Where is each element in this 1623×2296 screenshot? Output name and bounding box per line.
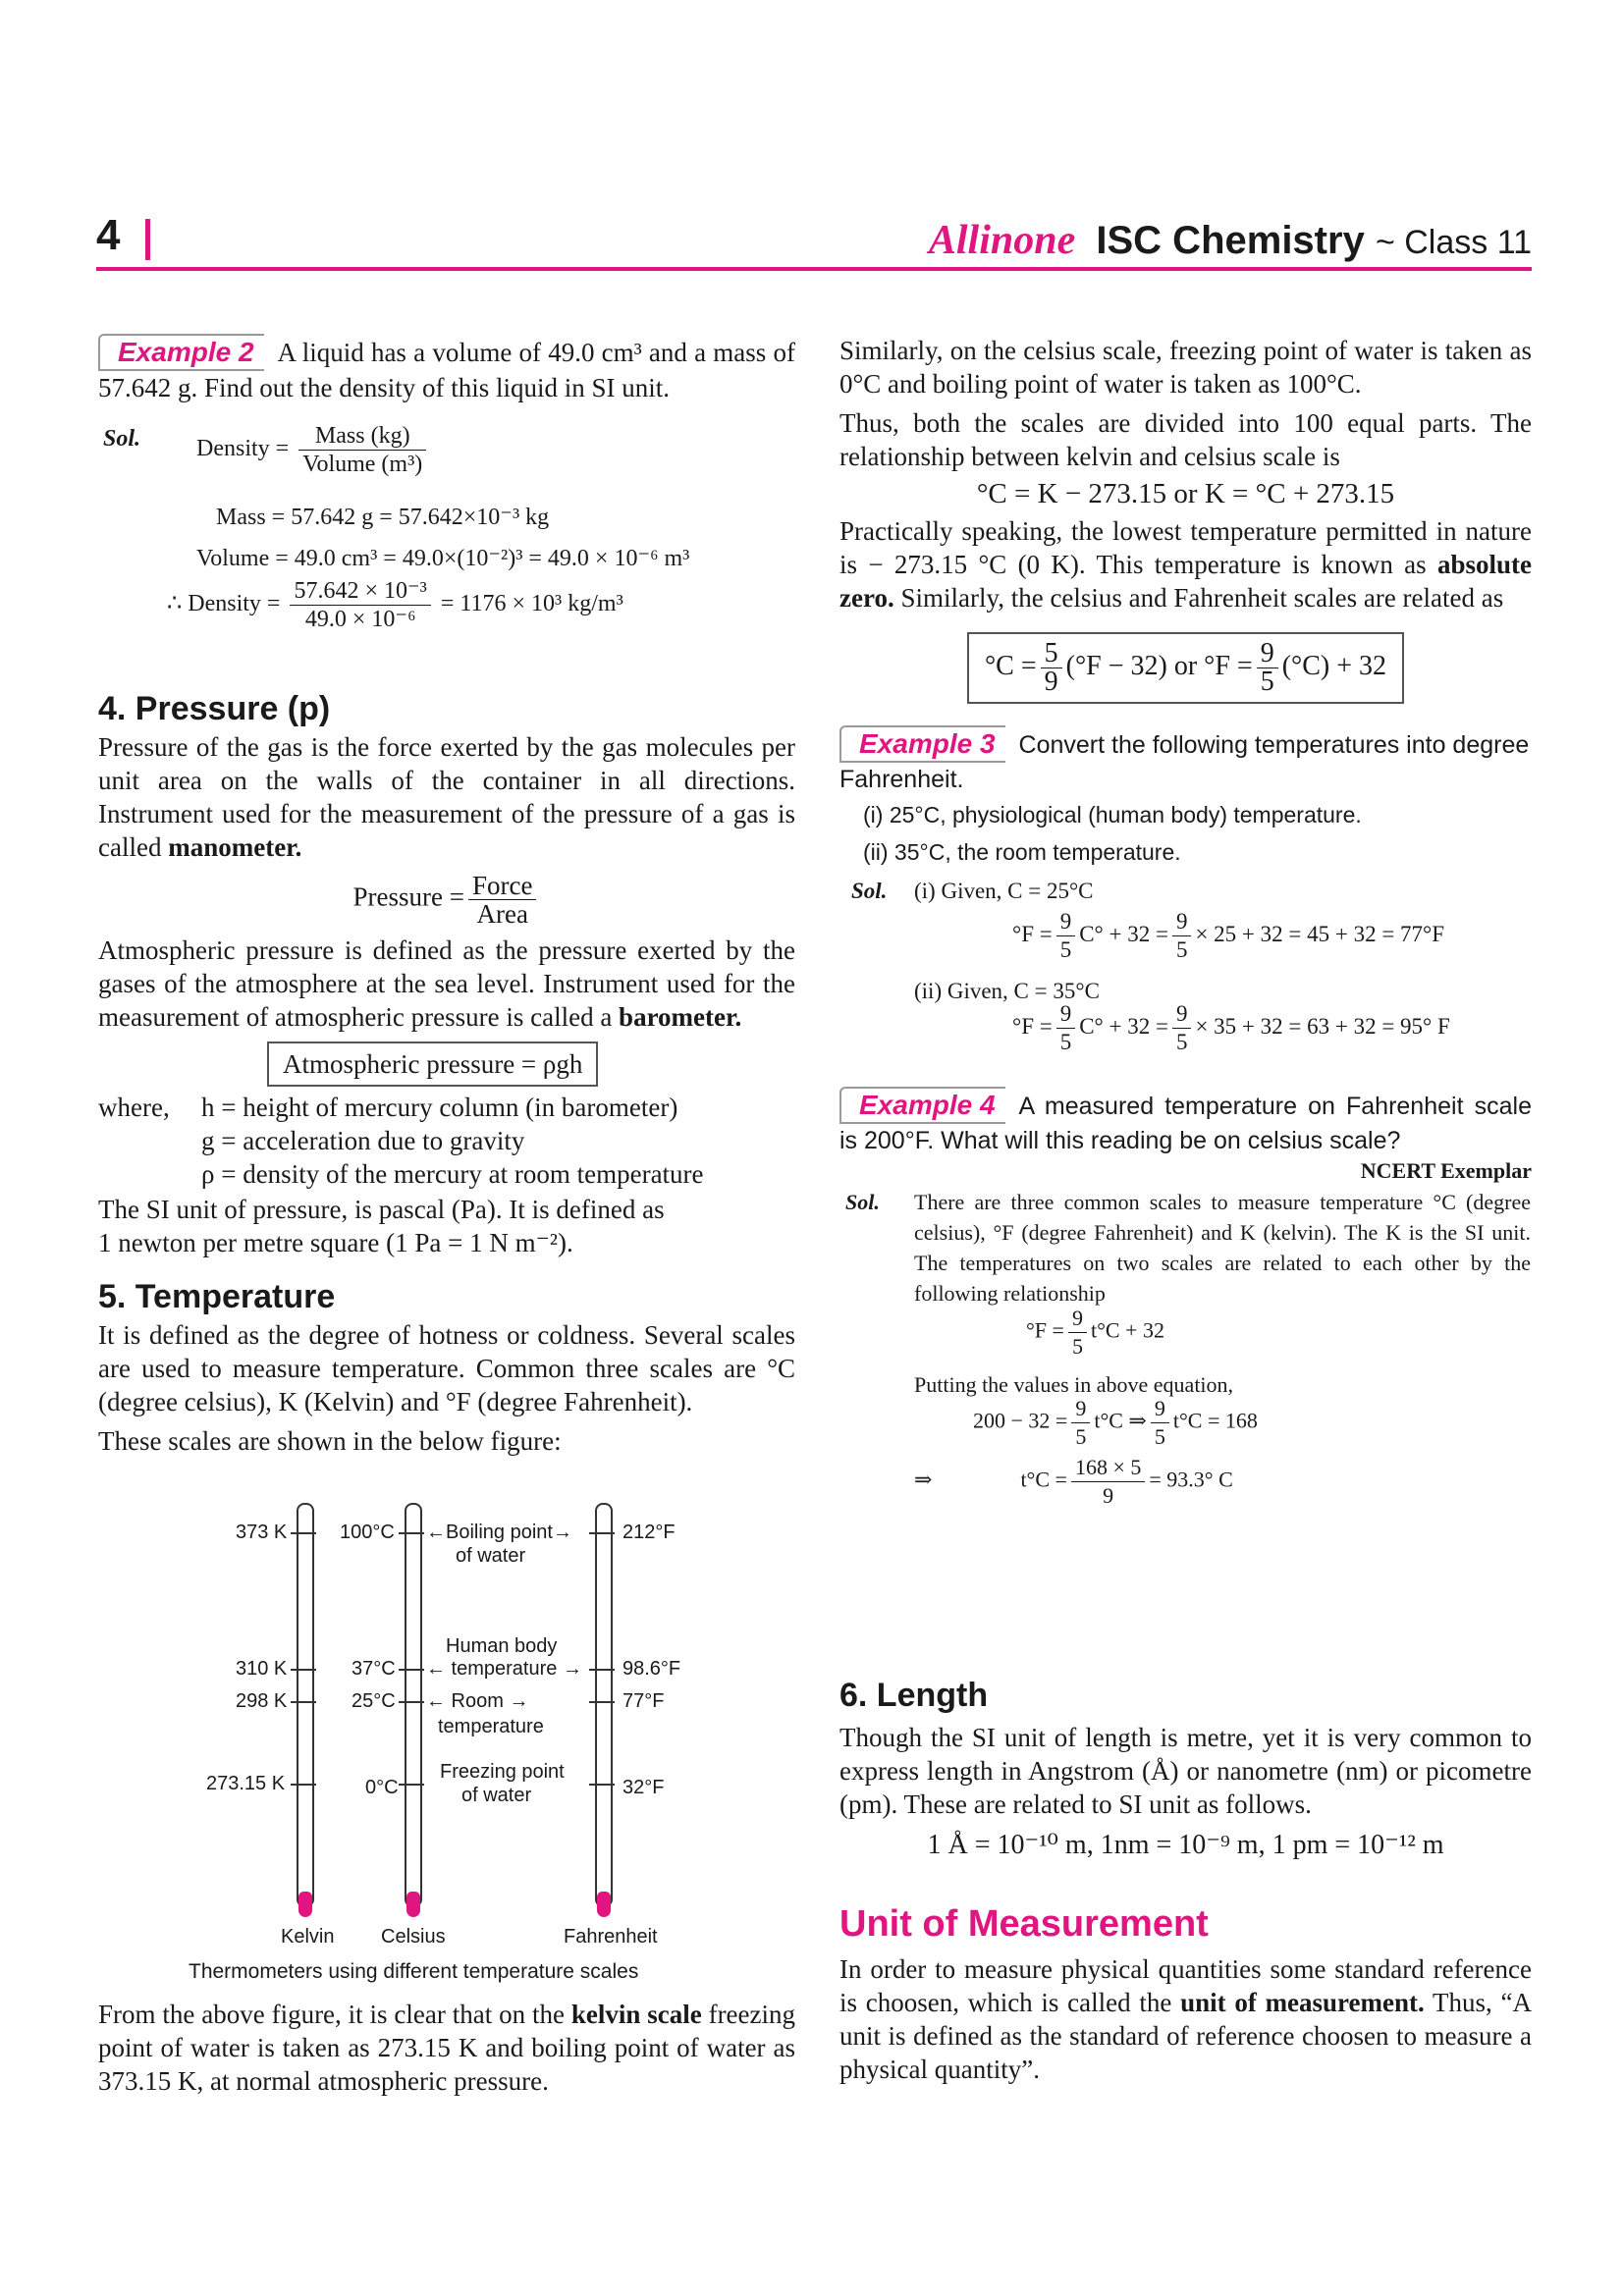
book-title: ISC Chemistry xyxy=(1096,219,1365,262)
density-denominator: Volume (m³) xyxy=(302,452,423,477)
room-temp-label: ← Room → xyxy=(426,1690,529,1712)
boiling-point-label: ←Boiling point→ xyxy=(426,1522,572,1543)
tick-f-986 xyxy=(589,1669,615,1671)
result-denominator: 49.0 × 10⁻⁶ xyxy=(304,607,416,632)
result-lhs: ∴ Density = xyxy=(167,591,281,617)
pressure-para-2: Atmospheric pressure is defined as the pressure exerted by the gases of the atmosphere at the sea level. Instrument used for the measurement of atmospheric pressure is called a barometer. xyxy=(98,935,795,1032)
example-2 xyxy=(98,334,795,422)
barometer-term: barometer. xyxy=(619,1002,742,1032)
example-3-solution xyxy=(839,871,1532,1077)
label-373k: 373 K xyxy=(236,1522,288,1543)
tick-f-77 xyxy=(589,1701,615,1703)
pressure-formula-den: Area xyxy=(476,899,528,929)
celsius-thermometer xyxy=(405,1503,422,1907)
where-rho: ρ = density of the mercury at room temperature xyxy=(201,1159,704,1189)
kelvin-bulb xyxy=(298,1892,312,1917)
tick-k-373 xyxy=(291,1532,316,1534)
label-310k: 310 K xyxy=(236,1658,288,1680)
unit-section xyxy=(839,1899,1532,2086)
ncert-exemplar-tag: NCERT Exemplar xyxy=(1360,1158,1532,1183)
kelvin-thermometer xyxy=(297,1503,314,1907)
atmospheric-pressure-box: Atmospheric pressure = ρgh xyxy=(267,1041,598,1087)
where-label: where, xyxy=(98,1093,170,1122)
example-4-question: A measured temperature on Fahrenheit scale is 200°F. What will this reading be on celsius scale? xyxy=(839,1093,1532,1154)
density-lhs: Density = xyxy=(196,436,290,462)
length-para: Though the SI unit of length is metre, yet it is very common to express length in Angstrom (Å) or nanometre (nm) or picometre (pm). These are related to SI unit as follows. xyxy=(839,1723,1532,1819)
tick-k-273 xyxy=(291,1784,316,1786)
fahrenheit-thermometer xyxy=(595,1503,613,1907)
label-212f: 212°F xyxy=(622,1522,676,1543)
human-body-label: Human body xyxy=(446,1635,558,1657)
volume-line: Volume = 49.0 cm³ = 49.0×(10⁻²)³ = 49.0 × 10⁻⁶ m³ xyxy=(196,546,690,571)
celsius-bulb xyxy=(406,1892,420,1917)
celsius-fahrenheit-box: °C = $\frac{5}{9}$ (°F − 32) or °F = $\frac{9}{5}$ (°C) + 32 xyxy=(967,632,1404,704)
length-relation: 1 Å = 10⁻¹⁰ m, 1nm = 10⁻⁹ m, 1 pm = 10⁻¹² m xyxy=(927,1830,1444,1860)
header-rule xyxy=(96,267,1532,271)
result-rhs: = 1176 × 10³ kg/m³ xyxy=(440,591,623,617)
length-heading: 6. Length xyxy=(839,1677,989,1714)
example-4-sol-text: There are three common scales to measure temperature °C (degree celsius), °F (degree Fahrenheit) and K (kelvin). The K is the SI unit. The temperatures on two scales are related to each other by the following relationship xyxy=(914,1190,1531,1306)
given-1: (i) Given, C = 25°C xyxy=(914,879,1094,903)
example-3-item-2: (ii) 35°C, the room temperature. xyxy=(863,839,1181,865)
right-column xyxy=(839,334,1532,1508)
unit-para: In order to measure physical quantities some standard reference is choosen, which is called the unit of measurement. Thus, “A unit is defined as the standard of reference choosen to measure a physical quantity”. xyxy=(839,1954,1532,2084)
book-brand xyxy=(929,217,1532,264)
kelvin-scale-term: kelvin scale xyxy=(570,2000,702,2029)
freezing-point-label-2: of water xyxy=(461,1785,532,1806)
label-32f: 32°F xyxy=(622,1777,665,1798)
celsius-para-2: Thus, both the scales are divided into 100 equal parts. The relationship between kelvin and celsius scale is xyxy=(839,408,1532,471)
tick-k-298 xyxy=(291,1701,316,1703)
label-37c: 37°C xyxy=(352,1658,396,1680)
example-2-solution xyxy=(98,422,795,687)
kelvin-label: Kelvin xyxy=(281,1926,335,1948)
room-temp-label-2: temperature xyxy=(438,1716,544,1737)
temperature-heading: 5. Temperature xyxy=(98,1278,336,1315)
density-numerator: Mass (kg) xyxy=(298,422,426,451)
solution-label: Sol. xyxy=(851,879,888,903)
example-4-solution xyxy=(839,1185,1532,1508)
temperature-para-1: It is defined as the degree of hotness or coldness. Several scales are used to measure temperature. Common three scales are °C (degree celsius), K (Kelvin) and °F (degree Fahrenheit). xyxy=(98,1320,795,1416)
given-2: (ii) Given, C = 35°C xyxy=(914,979,1100,1003)
fahrenheit-label: Fahrenheit xyxy=(564,1926,658,1948)
example-4-eq-3: ⇒ t°C = $\frac{168 \times 5}{9}$ = 93.3° C xyxy=(914,1455,1233,1508)
where-block xyxy=(98,1091,795,1193)
tick-c-37 xyxy=(399,1669,424,1671)
temperature-para-3: From the above figure, it is clear that on the kelvin scale freezing point of water is taken as 273.15 K and boiling point of water as 373.15 K, at normal atmospheric pressure. xyxy=(98,2000,796,2096)
result-numerator: 57.642 × 10⁻³ xyxy=(290,577,430,606)
tick-f-212 xyxy=(589,1532,615,1534)
si-unit-line-1: The SI unit of pressure, is pascal (Pa). It is defined as xyxy=(98,1195,665,1224)
tick-c-0 xyxy=(399,1784,424,1786)
fahrenheit-bulb xyxy=(597,1892,611,1917)
example-3-eq-1: °F = $\frac{9}{5}$ C° + 32 = $\frac{9}{5}$ × 25 + 32 = 45 + 32 = 77°F xyxy=(1012,909,1445,962)
si-unit-line-2: 1 newton per metre square (1 Pa = 1 N m⁻²). xyxy=(98,1228,573,1257)
celsius-para-3: Practically speaking, the lowest temperature permitted in nature is − 273.15 °C (0 K). This temperature is known as absolute zero. Similarly, the celsius and Fahrenheit scales are related as xyxy=(839,516,1532,613)
figure-caption: Thermometers using different temperature scales xyxy=(189,1960,639,1983)
label-298k: 298 K xyxy=(236,1690,288,1712)
tick-c-25 xyxy=(399,1701,424,1703)
label-27315k: 273.15 K xyxy=(206,1773,286,1794)
page-header xyxy=(96,211,1532,270)
page-number-bar xyxy=(145,219,150,260)
pressure-para-1: Pressure of the gas is the force exerted by the gas molecules per unit area on the walls of the container in all directions. Instrument used for the measurement of the pressure of a gas is called manometer. xyxy=(98,732,795,862)
celsius-para-1: Similarly, on the celsius scale, freezing point of water is taken as 0°C and boiling point of water is taken as 100°C. xyxy=(839,336,1532,399)
left-column xyxy=(98,334,795,1458)
solution-label: Sol. xyxy=(845,1190,880,1214)
where-g: g = acceleration due to gravity xyxy=(201,1126,525,1155)
example-3-label: Example 3 xyxy=(839,725,1005,763)
human-body-label-2: ← temperature → xyxy=(426,1658,582,1680)
boiling-point-label-2: of water xyxy=(456,1545,526,1567)
pressure-heading: 4. Pressure (p) xyxy=(98,690,331,727)
putting-values: Putting the values in above equation, xyxy=(914,1372,1234,1397)
label-0c: 0°C xyxy=(365,1777,399,1798)
unit-of-measurement-term: unit of measurement. xyxy=(1180,1988,1425,2017)
example-4 xyxy=(839,1087,1532,1185)
example-4-eq-2: 200 − 32 = $\frac{9}{5}$ t°C ⇒ $\frac{9}{5}$ t°C = 168 xyxy=(973,1396,1258,1449)
label-25c: 25°C xyxy=(352,1690,396,1712)
freezing-point-label: Freezing point xyxy=(440,1761,565,1783)
example-3 xyxy=(839,725,1532,871)
example-3-question: Convert the following temperatures into degree Fahrenheit. xyxy=(839,731,1530,793)
book-class: ~ Class 11 xyxy=(1375,224,1532,261)
solution-label: Sol. xyxy=(103,426,141,452)
label-100c: 100°C xyxy=(340,1522,395,1543)
absolute-zero-term: absolute zero. xyxy=(839,550,1532,613)
pressure-formula-num: Force xyxy=(468,872,536,900)
celsius-label: Celsius xyxy=(381,1926,446,1948)
example-2-question: A liquid has a volume of 49.0 cm³ and a mass of 57.642 g. Find out the density of this liquid in SI unit. xyxy=(98,338,795,402)
manometer-term: manometer. xyxy=(168,832,302,862)
temperature-para-2: These scales are shown in the below figure: xyxy=(98,1426,562,1456)
page-number: 4 xyxy=(96,211,121,259)
kelvin-celsius-relation: °C = K − 273.15 or K = °C + 273.15 xyxy=(976,478,1395,509)
mass-line: Mass = 57.642 g = 57.642×10⁻³ kg xyxy=(216,505,550,530)
example-3-eq-2: °F = $\frac{9}{5}$ C° + 32 = $\frac{9}{5}$ × 35 + 32 = 63 + 32 = 95° F xyxy=(1012,1001,1450,1054)
where-h: h = height of mercury column (in barometer) xyxy=(201,1093,678,1122)
length-section xyxy=(839,1674,1532,1870)
label-986f: 98.6°F xyxy=(622,1658,681,1680)
example-4-label: Example 4 xyxy=(839,1087,1005,1124)
example-3-item-1: (i) 25°C, physiological (human body) temperature. xyxy=(863,802,1362,828)
tick-f-32 xyxy=(589,1784,615,1786)
tick-k-310 xyxy=(291,1669,316,1671)
tick-c-100 xyxy=(399,1532,424,1534)
example-2-label: Example 2 xyxy=(98,334,264,371)
thermometer-figure xyxy=(98,1497,805,1993)
pressure-formula-lhs: Pressure = xyxy=(352,881,464,912)
pressure-formula xyxy=(98,864,795,934)
example-4-eq-1: °F = $\frac{9}{5}$ t°C + 32 xyxy=(1026,1306,1164,1359)
unit-heading: Unit of Measurement xyxy=(839,1903,1209,1945)
label-77f: 77°F xyxy=(622,1690,665,1712)
brand-logo: Allinone xyxy=(928,218,1076,263)
